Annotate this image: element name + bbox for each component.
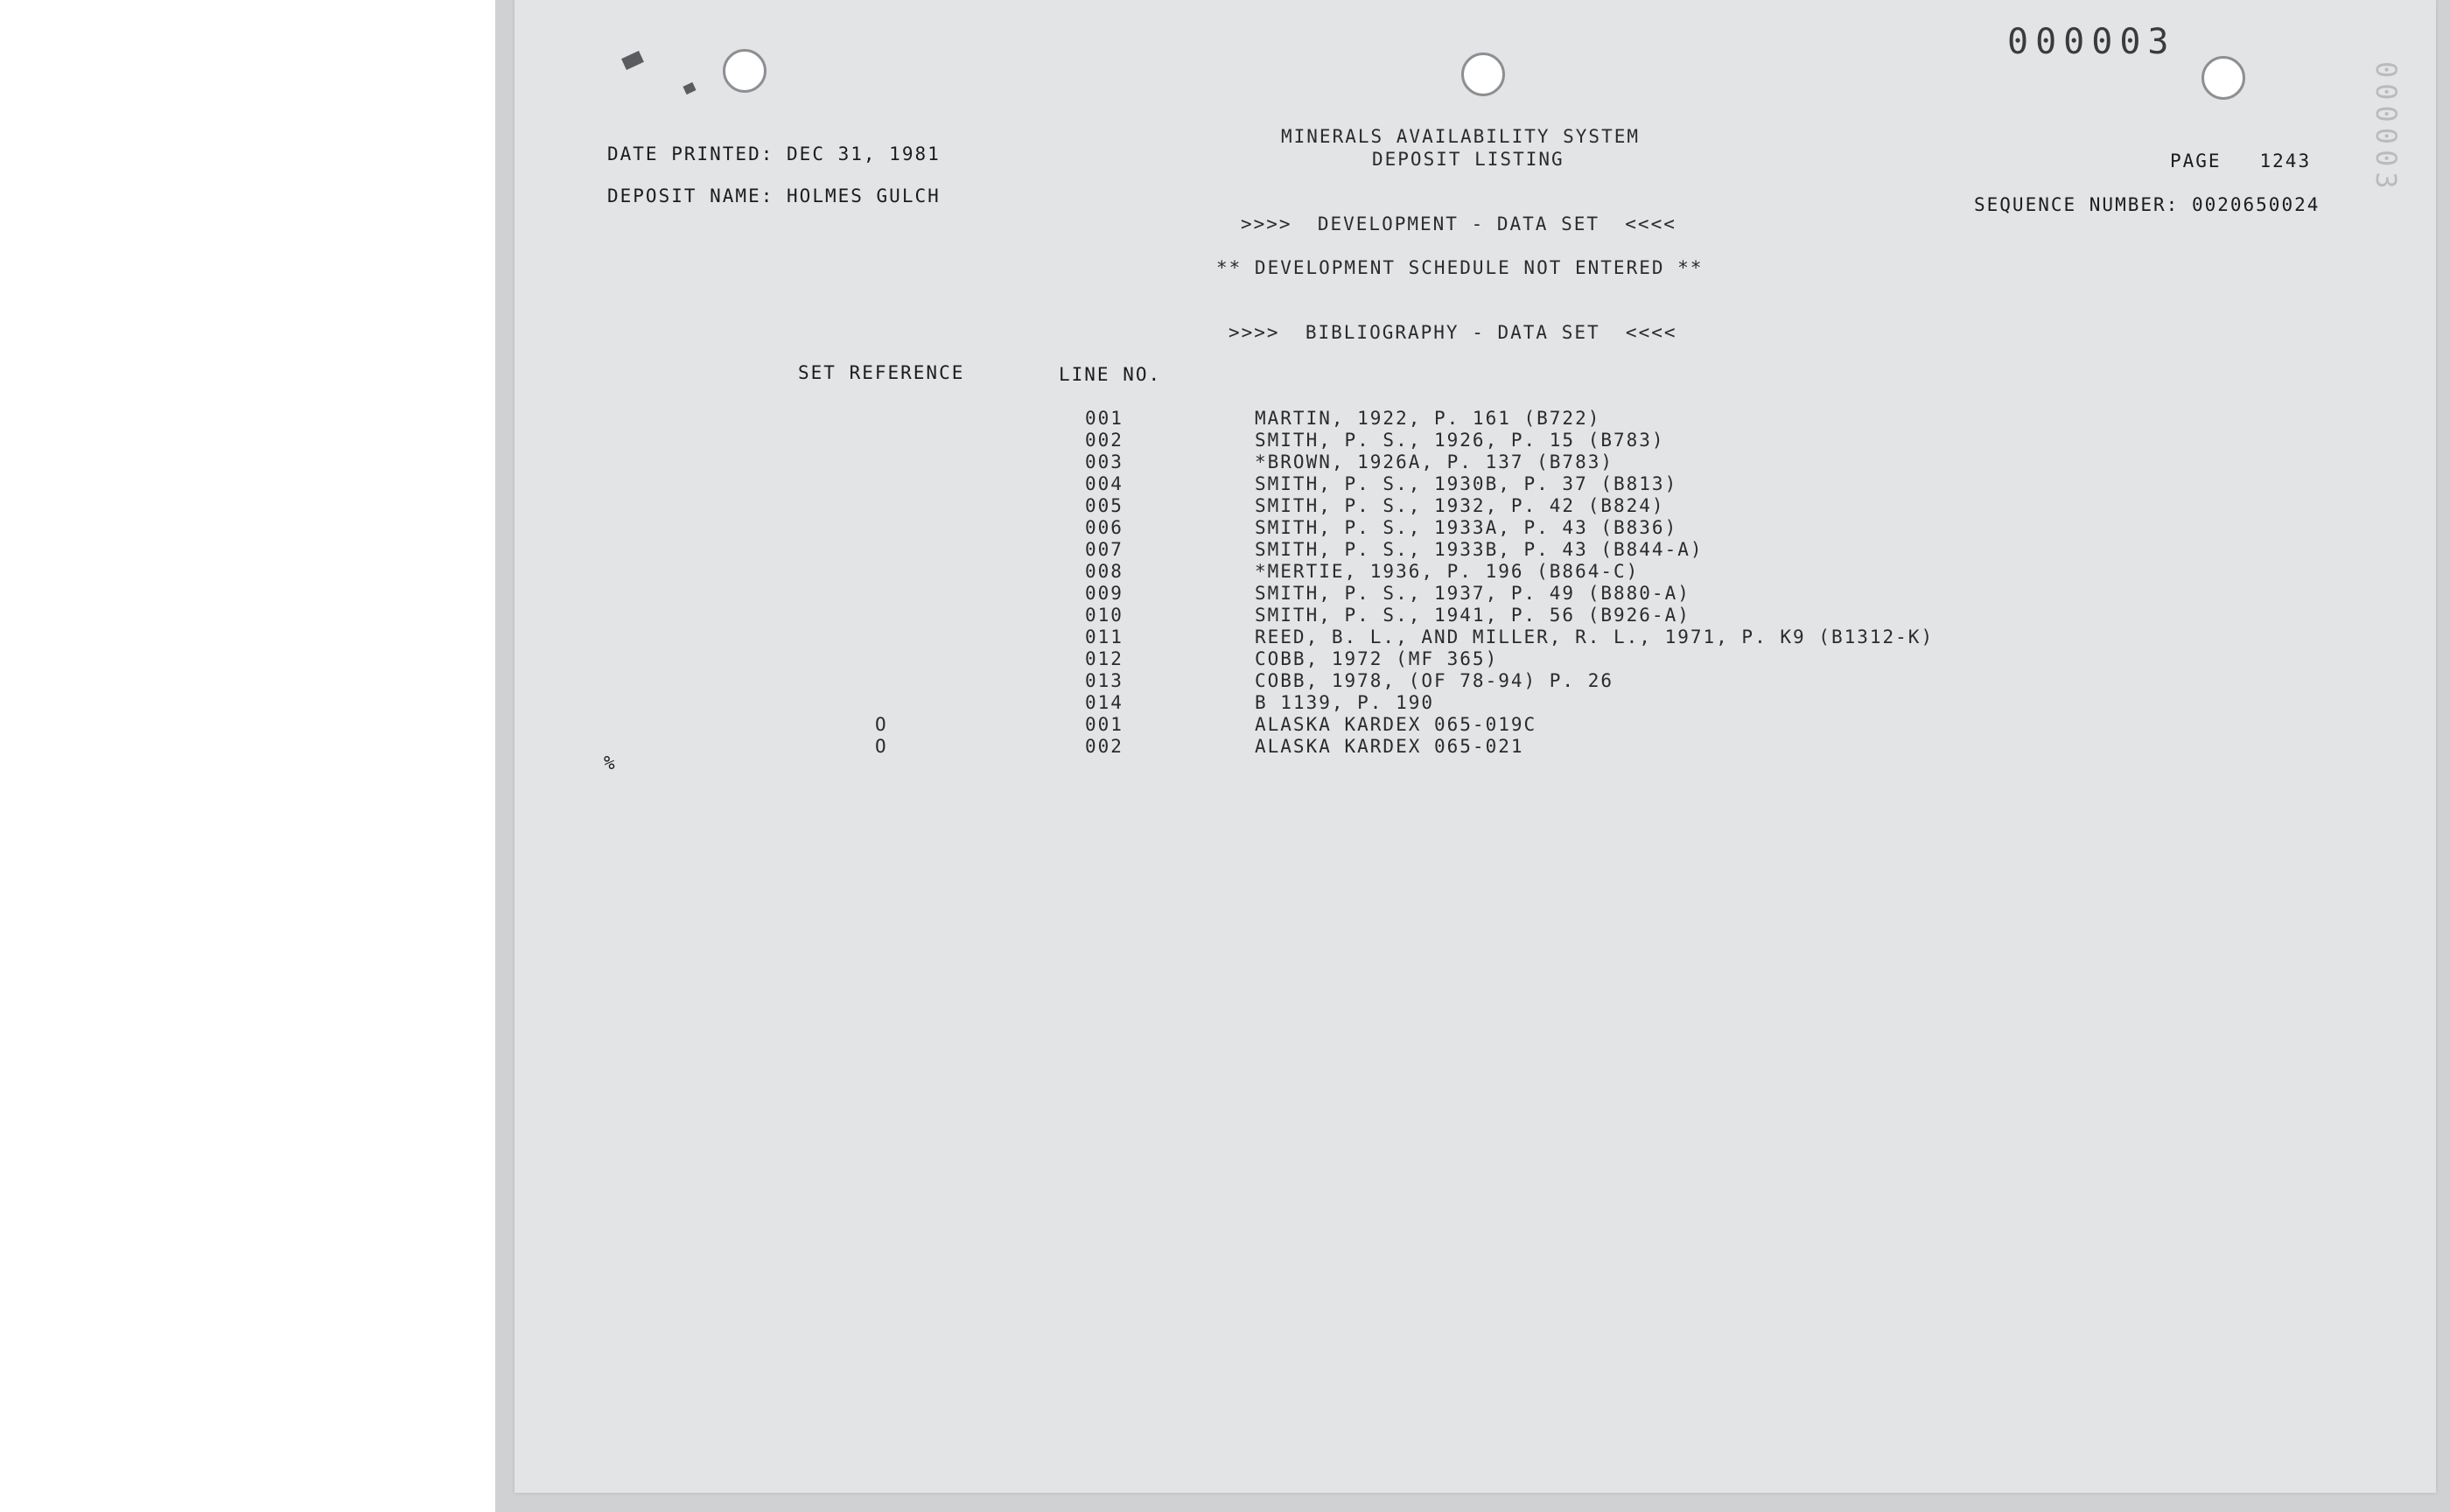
citation-cell: COBB, 1972 (MF 365) xyxy=(1255,648,1499,669)
citation-cell: SMITH, P. S., 1930B, P. 37 (B813) xyxy=(1255,473,1678,494)
date-printed-label: DATE PRINTED: xyxy=(607,144,774,164)
page-label: PAGE xyxy=(2170,150,2222,172)
bibliography-row xyxy=(0,495,2012,517)
development-heading: >>>> DEVELOPMENT - DATA SET <<<< xyxy=(1241,214,1676,234)
punch-hole-right xyxy=(2202,56,2245,100)
bibliography-row xyxy=(0,736,2012,758)
bibliography-row xyxy=(0,539,2012,561)
stamp-number: 000003 xyxy=(2007,22,2176,62)
bibliography-row xyxy=(0,430,2012,452)
listing-title: DEPOSIT LISTING xyxy=(1372,149,1564,170)
citation-cell: SMITH, P. S., 1932, P. 42 (B824) xyxy=(1255,495,1665,516)
citation-cell: SMITH, P. S., 1937, P. 49 (B880-A) xyxy=(1255,583,1690,604)
citation-cell: SMITH, P. S., 1926, P. 15 (B783) xyxy=(1255,430,1665,451)
bibliography-row xyxy=(0,561,2012,583)
citation-cell: SMITH, P. S., 1941, P. 56 (B926-A) xyxy=(1255,605,1690,626)
date-printed-value: DEC 31, 1981 xyxy=(787,144,941,164)
bibliography-row xyxy=(0,473,2012,495)
development-note: ** DEVELOPMENT SCHEDULE NOT ENTERED ** xyxy=(1216,257,1704,278)
line-number-cell: 001 xyxy=(1085,714,1124,735)
line-number-cell: 001 xyxy=(1085,408,1124,429)
set-reference-cell: O xyxy=(875,736,888,757)
system-title: MINERALS AVAILABILITY SYSTEM xyxy=(1281,126,1641,147)
line-number-cell: 006 xyxy=(1085,517,1124,538)
bibliography-row xyxy=(0,605,2012,626)
page-number xyxy=(2170,150,2311,172)
bibliography-row xyxy=(0,692,2012,714)
line-number-cell: 007 xyxy=(1085,539,1124,560)
line-number-cell: 014 xyxy=(1085,692,1124,713)
citation-cell: *MERTIE, 1936, P. 196 (B864-C) xyxy=(1255,561,1640,582)
line-number-cell: 005 xyxy=(1085,495,1124,516)
bibliography-row xyxy=(0,583,2012,605)
date-printed xyxy=(607,144,941,165)
citation-cell: ALASKA KARDEX 065-019C xyxy=(1255,714,1537,735)
citation-cell: COBB, 1978, (OF 78-94) P. 26 xyxy=(1255,670,1614,691)
deposit-name-label: DEPOSIT NAME: xyxy=(607,186,774,206)
citation-cell: B 1139, P. 190 xyxy=(1255,692,1435,713)
line-number-cell: 013 xyxy=(1085,670,1124,691)
bibliography-row xyxy=(0,452,2012,473)
column-line-no: LINE NO. xyxy=(1059,364,1162,385)
citation-cell: MARTIN, 1922, P. 161 (B722) xyxy=(1255,408,1601,429)
line-number-cell: 002 xyxy=(1085,430,1124,451)
citation-cell: *BROWN, 1926A, P. 137 (B783) xyxy=(1255,452,1614,472)
page-value: 1243 xyxy=(2259,150,2312,172)
line-number-cell: 009 xyxy=(1085,583,1124,604)
sequence-label: SEQUENCE NUMBER: xyxy=(1974,194,2180,215)
citation-cell: ALASKA KARDEX 065-021 xyxy=(1255,736,1524,757)
line-number-cell: 011 xyxy=(1085,626,1124,648)
sequence-value: 0020650024 xyxy=(2191,194,2320,215)
deposit-name-value: HOLMES GULCH xyxy=(787,186,941,206)
bibliography-row xyxy=(0,626,2012,648)
bibliography-row xyxy=(0,670,2012,692)
bibliography-row xyxy=(0,714,2012,736)
line-number-cell: 003 xyxy=(1085,452,1124,472)
bibliography-row xyxy=(0,408,2012,430)
side-stamp-number: 000003 xyxy=(2370,61,2403,194)
punch-hole-left xyxy=(723,49,766,93)
citation-cell: SMITH, P. S., 1933B, P. 43 (B844-A) xyxy=(1255,539,1704,560)
line-number-cell: 012 xyxy=(1085,648,1124,669)
line-number-cell: 004 xyxy=(1085,473,1124,494)
bibliography-row xyxy=(0,648,2012,670)
deposit-name xyxy=(607,186,941,207)
sequence-number xyxy=(1974,194,2320,216)
bibliography-row xyxy=(0,517,2012,539)
punch-hole-center xyxy=(1461,52,1505,96)
citation-cell: SMITH, P. S., 1933A, P. 43 (B836) xyxy=(1255,517,1678,538)
column-set-reference: SET REFERENCE xyxy=(798,362,965,383)
line-number-cell: 008 xyxy=(1085,561,1124,582)
citation-cell: REED, B. L., AND MILLER, R. L., 1971, P. K9 (B1312-K) xyxy=(1255,626,1935,648)
set-reference-cell: O xyxy=(875,714,888,735)
end-marker: % xyxy=(604,752,617,774)
bibliography-heading: >>>> BIBLIOGRAPHY - DATA SET <<<< xyxy=(1228,322,1677,343)
line-number-cell: 010 xyxy=(1085,605,1124,626)
line-number-cell: 002 xyxy=(1085,736,1124,757)
